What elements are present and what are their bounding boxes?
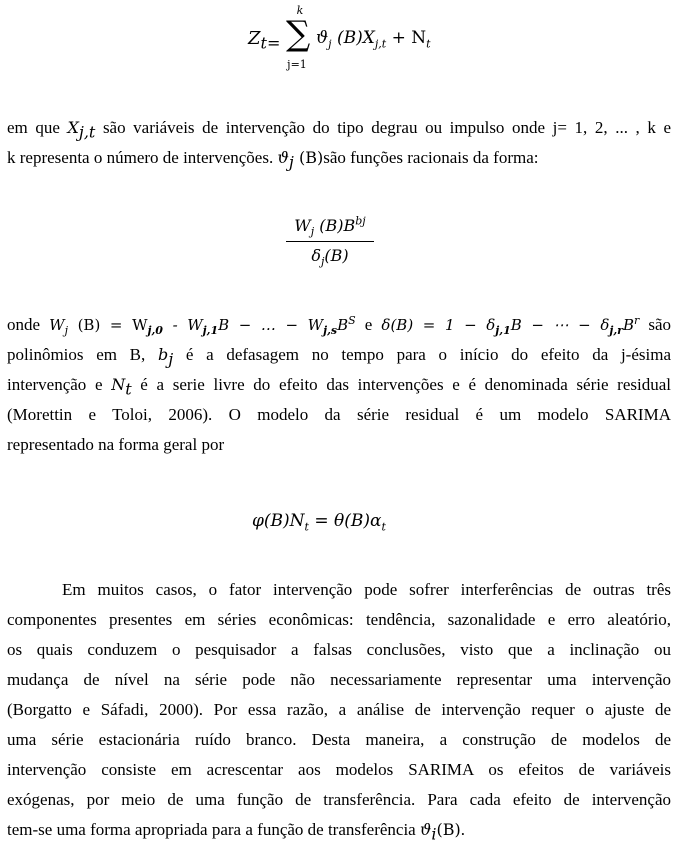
paragraph-intervention-variables [7,113,671,173]
paragraph-intervention-factor [7,575,671,845]
fraction-bar [286,241,374,242]
eq1-rhs: $ϑ_j$ $(B)X_{j,t} + N_t$ [316,28,431,51]
text-line: uma série estacionária ruído branco. Desta maneira, a construção de modelos de [7,730,671,749]
equation-residual-model: $\varphi(B)N_t = \theta(B)\alpha_t$ [252,511,386,534]
text-line: intervenção consiste em acrescentar aos modelos SARIMA os efeitos de variáveis [7,760,671,779]
fraction-denominator: $\delta_j(B)$ [311,246,349,269]
text-line: mudança de nível na série pode não necessariamente representar uma intervenção [7,670,671,689]
text-line: onde $W_j$ $(B) = W_{j,0} - W_{j,1}B$ − … − $W_{j,s}B^S$ e $\delta(B) = 1 - \delta_{j,1}B$ − ⋯ − $\delta_{j,r}B^r$ são [7,314,672,337]
text-line: k representa o número de intervenções. $ϑ_j$ (B)são funções racionais da forma: [7,148,539,172]
text-line: tem-se uma forma apropriada para a função de transferência $ϑ_i(B)$. [7,820,466,844]
eq1-lhs: $Z_{t=}$ [248,28,281,53]
text-line: componentes presentes em séries econômicas: tendência, sazonalidade e erro aleatório, [7,610,671,629]
text-line: intervenção e $N_t$ é a serie livre do efeito das intervenções e é denominada série residual [7,375,671,399]
equation-rational-function [280,214,380,268]
text-line: exógenas, por meio de uma função de transferência. Para cada efeito de intervenção [7,790,671,809]
text-line: representado na forma geral por [7,435,225,454]
text-line: os quais conduzem o pesquisador a falsas conclusões, visto que a inclinação ou [7,640,671,659]
text-line: (Morettin e Toloi, 2006). O modelo da série residual é um modelo SARIMA [7,405,671,424]
fraction-numerator: $W_j$ $(B)B^{bj}$ [294,214,366,239]
text-line: polinômios em B, $b_j$ é a defasagem no tempo para o início do efeito da j-ésima [7,345,671,369]
equation-intervention-model [248,4,448,74]
sum-lower-limit: j=1 [287,58,307,71]
paragraph-polynomials [7,310,671,460]
text-line: Em muitos casos, o fator intervenção pode sofrer interferências de outras três [62,580,671,599]
text-line: em que $X_{j,t}$ são variáveis de intervenção do tipo degrau ou impulso onde j= 1, 2, ... , k e [7,118,671,142]
summation-symbol: ∑ [286,14,311,54]
sum-upper-limit: k [296,4,304,17]
text-line: (Borgatto e Sáfadi, 2000). Por essa razão, a análise de intervenção requer o ajuste de [7,700,671,719]
